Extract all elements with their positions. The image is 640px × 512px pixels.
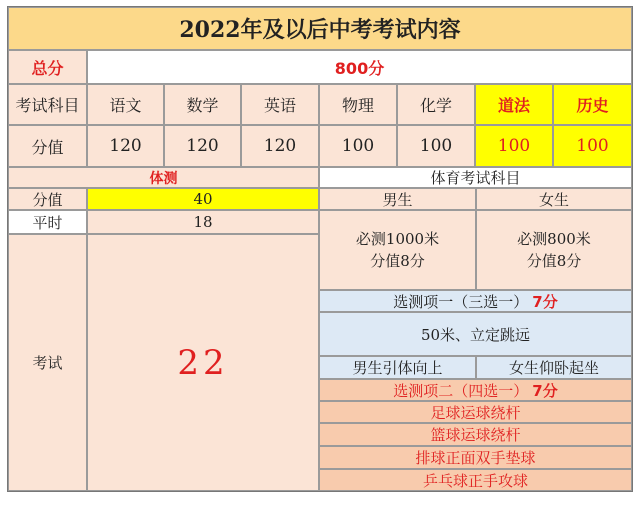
pe-male-label: 男生	[319, 188, 476, 210]
total-label: 总分	[8, 50, 87, 84]
pe-option1-row1: 50米、立定跳远	[319, 312, 632, 356]
page-title: 2022年及以后中考考试内容	[8, 7, 632, 50]
pe-option1-title: 选测项一（三选一）	[393, 292, 529, 311]
pe-value-label: 分值	[8, 188, 87, 210]
subject-score-chemistry: 100	[397, 125, 475, 167]
subject-score-math: 120	[164, 125, 241, 167]
pe-male-required-cell	[319, 210, 476, 290]
pe-option2-item-football: 足球运球绕杆	[319, 401, 632, 423]
pe-regular-value: 18	[87, 210, 319, 234]
subject-name-ethics: 道法	[475, 84, 553, 125]
pe-option1-female-item: 女生仰卧起坐	[476, 356, 632, 379]
pe-title: 体测	[8, 167, 319, 188]
subject-name-math: 数学	[164, 84, 241, 125]
pe-option1-male-item: 男生引体向上	[319, 356, 476, 379]
subject-score-ethics: 100	[475, 125, 553, 167]
subjects-value-label: 分值	[8, 125, 87, 167]
pe-male-required-score: 分值8分	[370, 252, 425, 270]
subject-name-history: 历史	[553, 84, 632, 125]
pe-option2-item-pingpong: 乒乓球正手攻球	[319, 469, 632, 491]
pe-option2-item-basketball: 篮球运球绕杆	[319, 423, 632, 446]
subject-name-chemistry: 化学	[397, 84, 475, 125]
pe-exam-label: 考试	[8, 234, 87, 491]
subject-score-history: 100	[553, 125, 632, 167]
pe-option2-points: 7分	[532, 381, 558, 400]
pe-value: 40	[87, 188, 319, 210]
subject-score-chinese: 120	[87, 125, 164, 167]
subjects-header-label: 考试科目	[8, 84, 87, 125]
subject-name-physics: 物理	[319, 84, 397, 125]
pe-option2-title: 选测项二（四选一）	[393, 381, 529, 400]
pe-regular-label: 平时	[8, 210, 87, 234]
subject-score-physics: 100	[319, 125, 397, 167]
subject-score-english: 120	[241, 125, 319, 167]
pe-female-required-cell	[476, 210, 632, 290]
subject-name-english: 英语	[241, 84, 319, 125]
pe-subjects-title: 体育考试科目	[319, 167, 632, 188]
pe-option2-item-volleyball: 排球正面双手垫球	[319, 446, 632, 469]
pe-option1-header	[319, 290, 632, 312]
pe-option1-points: 7分	[532, 292, 558, 311]
pe-female-label: 女生	[476, 188, 632, 210]
subject-name-chinese: 语文	[87, 84, 164, 125]
pe-option2-header	[319, 379, 632, 401]
pe-exam-value: 22	[87, 234, 319, 491]
pe-female-required-score: 分值8分	[526, 252, 582, 270]
total-value: 800分	[87, 50, 632, 84]
pe-male-required-test: 必测1000米	[355, 229, 440, 248]
pe-female-required-test: 必测800米	[517, 229, 591, 248]
